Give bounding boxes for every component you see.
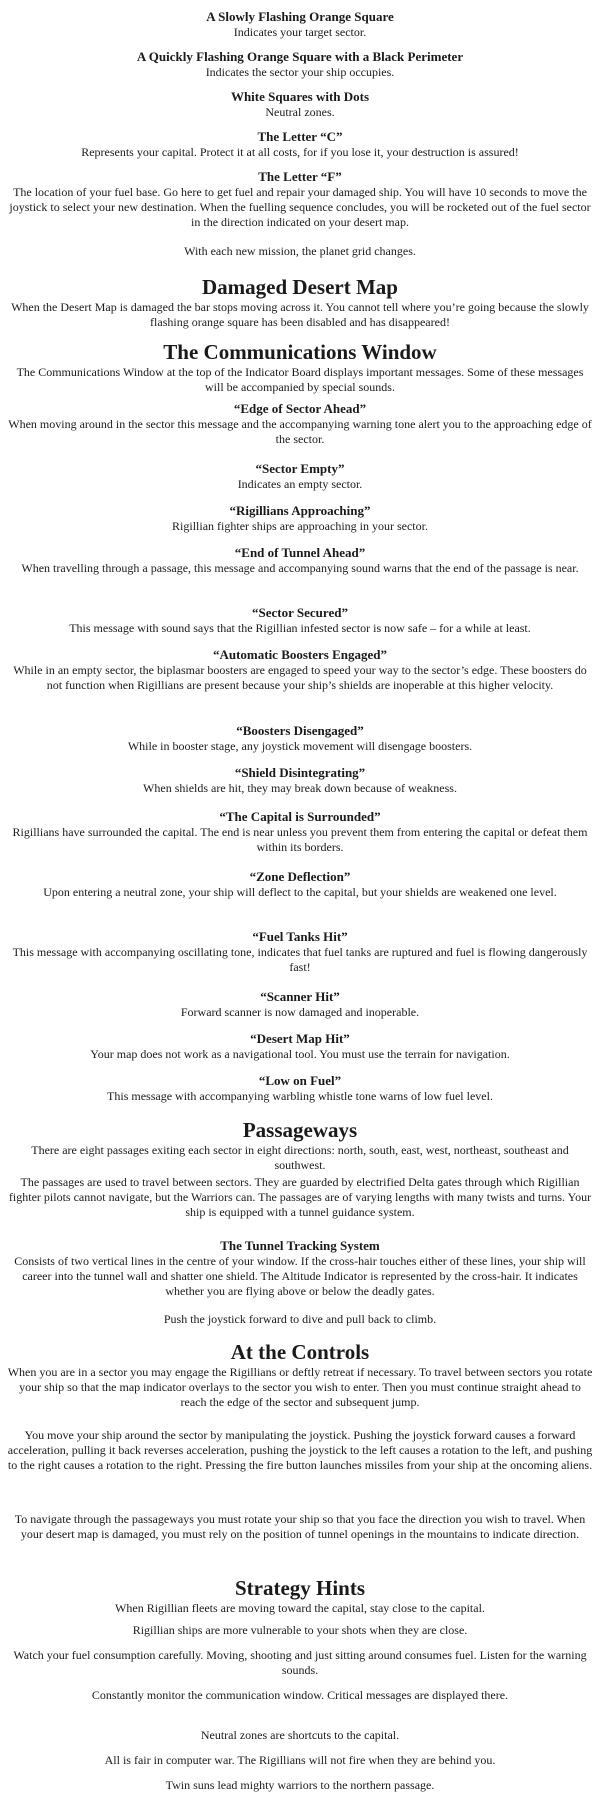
- hint-item: Constantly monitor the communication window. Critical messages are displayed there.: [91, 1688, 509, 1702]
- message-title: “Shield Disintegrating”: [234, 765, 366, 780]
- tunnel-tracking-text: Consists of two vertical lines in the centre of your window. If the cross-hair touches either of these lines, your ship will career into the tunnel wall and shatter one shield. The Altitude Indicator is represented by the cross-hair. It indicates whether you are flying above or below the deadly gates.: [14, 1254, 586, 1298]
- message-zone-deflection: [6, 868, 594, 900]
- legend-letter-f: [6, 168, 594, 230]
- controls-text: When you are in a sector you may engage the Rigillians or deftly retreat if necessary. To travel between sectors you rotate your ship so that the map indicator overlays to the sector you wish to enter. Then you must continue straight ahead to reach the edge of the sector and subsequent jump.: [7, 1365, 593, 1409]
- subsection-heading: The Tunnel Tracking System: [220, 1238, 380, 1253]
- controls-navigation: [6, 1512, 594, 1542]
- section-heading: At the Controls: [230, 1340, 370, 1364]
- legend-title: A Slowly Flashing Orange Square: [206, 9, 394, 24]
- message-text: While in booster stage, any joystick movement will disengage boosters.: [127, 739, 473, 753]
- message-text: Your map does not work as a navigational tool. You must use the terrain for navigation.: [90, 1047, 510, 1061]
- legend-title: White Squares with Dots: [230, 89, 370, 104]
- message-text: Forward scanner is now damaged and inoperable.: [180, 1005, 420, 1019]
- section-heading: Strategy Hints: [234, 1576, 366, 1600]
- dive-climb-text: Push the joystick forward to dive and pull back to climb.: [163, 1312, 437, 1326]
- section-heading: Damaged Desert Map: [202, 275, 398, 299]
- hint-item: Watch your fuel consumption carefully. Moving, shooting and just sitting around consumes fuel. Listen for the warning sounds.: [13, 1648, 587, 1677]
- message-desert-map-hit: [6, 1030, 594, 1062]
- message-fuel-tanks-hit: [6, 928, 594, 975]
- controls-section: [6, 1340, 594, 1410]
- section-heading: Passageways: [242, 1118, 358, 1142]
- legend-white-squares: [6, 88, 594, 120]
- footnote-text: With each new mission, the planet grid changes.: [184, 244, 416, 258]
- legend-text: Indicates your target sector.: [233, 25, 367, 39]
- message-end-of-tunnel: [6, 544, 594, 576]
- message-title: “End of Tunnel Ahead”: [234, 545, 366, 560]
- message-sector-secured: [6, 604, 594, 636]
- hint-vulnerable: [6, 1623, 594, 1638]
- legend-text: Indicates the sector your ship occupies.: [205, 65, 395, 79]
- message-scanner-hit: [6, 988, 594, 1020]
- message-text: This message with sound says that the Rigillian infested sector is now safe – for a while at least.: [69, 621, 531, 635]
- section-text: When the Desert Map is damaged the bar stops moving across it. You cannot tell where you’re going because the slowly flashing orange square has been disabled and has disappeared!: [11, 300, 589, 329]
- message-rigillians-approaching: [6, 502, 594, 534]
- message-title: “Sector Secured”: [252, 605, 348, 620]
- passageways-description: [6, 1175, 594, 1220]
- section-heading: The Communications Window: [163, 340, 437, 364]
- hint-item: All is fair in computer war. The Rigillians will not fire when they are behind you.: [104, 1753, 496, 1767]
- message-low-on-fuel: [6, 1072, 594, 1104]
- hint-fuel: [6, 1648, 594, 1678]
- legend-text: Neutral zones.: [265, 105, 335, 119]
- message-title: “Automatic Boosters Engaged”: [212, 647, 388, 662]
- message-title: “Desert Map Hit”: [250, 1031, 350, 1046]
- message-boosters-engaged: [6, 646, 594, 693]
- passageways-section: [6, 1118, 594, 1173]
- controls-text: You move your ship around the sector by manipulating the joystick. Pushing the joystick forward causes a forward acceleration, pulling it back reverses acceleration, pushing the joystick to the left causes a rotation to the left, and pushing to the right causes a rotation to the right. Pressing the fire button launches missiles from your ship at the oncoming aliens.: [7, 1428, 593, 1472]
- message-text: Rigillian fighter ships are approaching in your sector.: [172, 519, 428, 533]
- message-title: “Fuel Tanks Hit”: [252, 929, 348, 944]
- legend-title: A Quickly Flashing Orange Square with a Black Perimeter: [136, 49, 464, 64]
- message-title: “Rigillians Approaching”: [229, 503, 371, 518]
- message-shield-disintegrating: [6, 764, 594, 796]
- message-title: “Zone Deflection”: [249, 869, 351, 884]
- legend-text: Represents your capital. Protect it at all costs, for if you lose it, your destruction is assured!: [81, 145, 519, 159]
- message-edge-of-sector: [6, 400, 594, 447]
- message-text: Indicates an empty sector.: [237, 477, 363, 491]
- message-text: When moving around in the sector this message and the accompanying warning tone alert you to the approaching edge of the sector.: [8, 417, 592, 446]
- comms-section: [6, 340, 594, 395]
- message-title: “Edge of Sector Ahead”: [233, 401, 367, 416]
- message-boosters-disengaged: [6, 722, 594, 754]
- dive-climb-note: [6, 1312, 594, 1327]
- legend-quick-square: [6, 48, 594, 80]
- message-text: While in an empty sector, the biplasmar boosters are engaged to speed your way to the sector’s edge. These boosters do not function when Rigillians are present because your ship’s shields are inoperable at this higher velocity.: [13, 663, 587, 692]
- message-title: “Sector Empty”: [255, 461, 345, 476]
- controls-joystick: [6, 1428, 594, 1473]
- message-text: This message with accompanying warbling whistle tone warns of low fuel level.: [107, 1089, 493, 1103]
- hint-item: When Rigillian fleets are moving toward the capital, stay close to the capital.: [115, 1601, 485, 1615]
- legend-orange-square: [6, 8, 594, 40]
- hint-item: Neutral zones are shortcuts to the capital.: [200, 1728, 400, 1742]
- message-text: Upon entering a neutral zone, your ship will deflect to the capital, but your shields are weakened one level.: [43, 885, 557, 899]
- hint-neutral-zones: [6, 1728, 594, 1743]
- legend-title: The Letter “C”: [257, 129, 343, 144]
- damaged-map-section: [6, 275, 594, 330]
- legend-text: The location of your fuel base. Go here to get fuel and repair your damaged ship. You will have 10 seconds to move the joystick to select your new destination. When the fuelling sequence concludes, you will be rocketed out of the fuel sector in the direction indicated on your desert map.: [9, 185, 591, 229]
- message-text: When travelling through a passage, this message and accompanying sound warns that the end of the passage is near.: [21, 561, 579, 575]
- message-text: Rigillians have surrounded the capital. The end is near unless you prevent them from entering the capital or defeat them within its borders.: [12, 825, 588, 854]
- message-text: When shields are hit, they may break down because of weakness.: [143, 781, 457, 795]
- message-sector-empty: [6, 460, 594, 492]
- message-title: “Low on Fuel”: [258, 1073, 342, 1088]
- message-capital-surrounded: [6, 808, 594, 855]
- passageways-text: The passages are used to travel between sectors. They are guarded by electrified Delta gates through which Rigillian fighter pilots cannot navigate, but the Warriors can. The passages are of varying lengths with many twists and turns. Your ship is equipped with a tunnel guidance system.: [8, 1175, 592, 1219]
- message-text: This message with accompanying oscillating tone, indicates that fuel tanks are ruptured and fuel is flowing dangerously fast!: [12, 945, 588, 974]
- message-title: “Boosters Disengaged”: [236, 723, 364, 738]
- legend-title: The Letter “F”: [258, 169, 342, 184]
- legend-footnote: [6, 244, 594, 259]
- passageways-intro: There are eight passages exiting each sector in eight directions: north, south, east, west, northeast, southeast and southwest.: [31, 1143, 569, 1172]
- section-intro: The Communications Window at the top of the Indicator Board displays important messages. Some of these messages will be accompanied by special sounds.: [16, 365, 584, 394]
- hint-monitor: [6, 1688, 594, 1703]
- hint-fair-war: [6, 1753, 594, 1768]
- controls-text: To navigate through the passageways you must rotate your ship so that you face the direction you wish to travel. When your desert map is damaged, you must rely on the position of tunnel openings in the mountains to indicate direction.: [14, 1512, 586, 1541]
- hints-section: [6, 1576, 594, 1616]
- tunnel-tracking-section: [6, 1237, 594, 1299]
- message-title: “Scanner Hit”: [260, 989, 340, 1004]
- hint-item: Rigillian ships are more vulnerable to your shots when they are close.: [132, 1623, 468, 1637]
- hint-twin-suns: [6, 1778, 594, 1793]
- hint-item: Twin suns lead mighty warriors to the northern passage.: [165, 1778, 435, 1792]
- message-title: “The Capital is Surrounded”: [219, 809, 381, 824]
- legend-letter-c: [6, 128, 594, 160]
